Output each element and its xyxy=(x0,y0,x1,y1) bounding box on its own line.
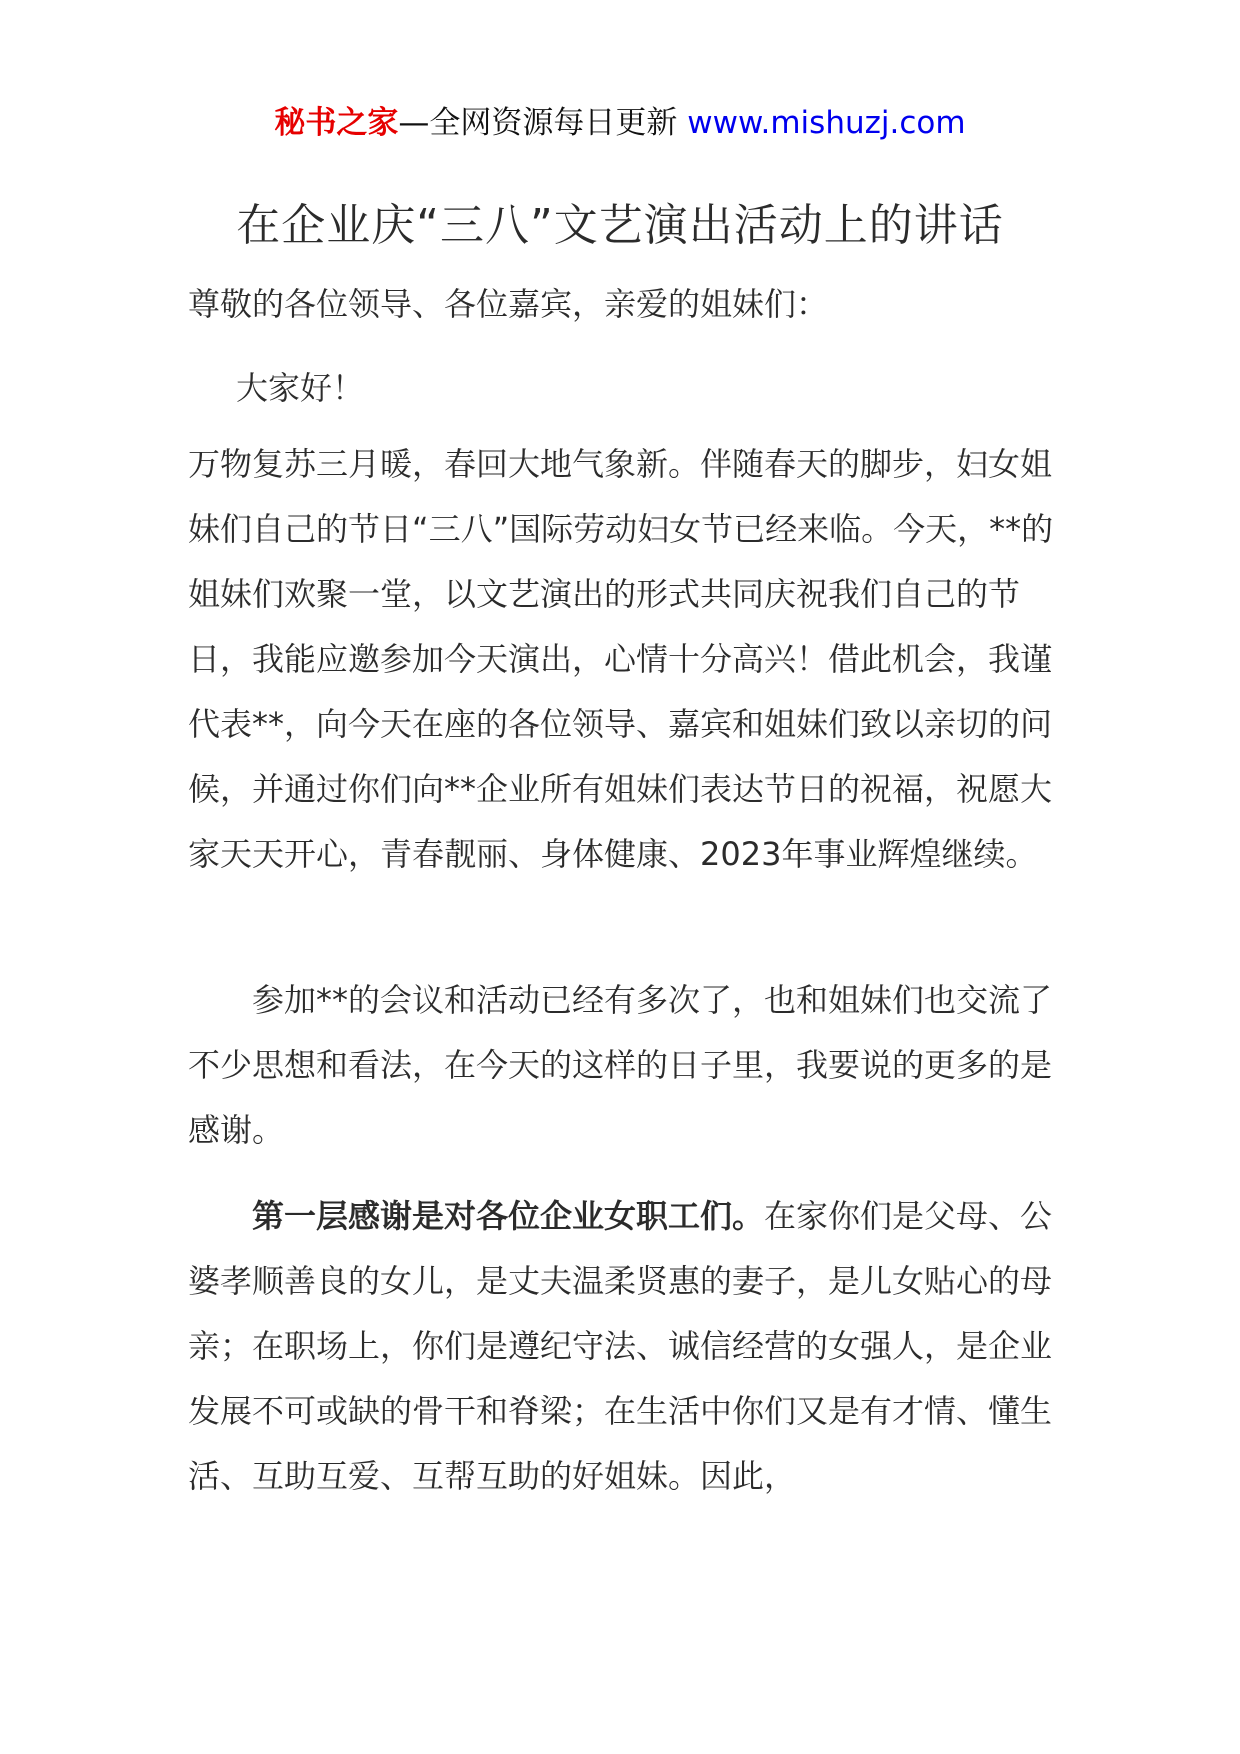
greeting xyxy=(188,356,1064,421)
paragraph-1 xyxy=(188,432,1064,887)
salutation-text: 尊敬的各位领导、各位嘉宾，亲爱的姐妹们： xyxy=(188,285,829,323)
site-url-link[interactable]: www.mishuzj.com xyxy=(687,105,966,141)
site-header xyxy=(0,100,1240,146)
paragraph-1-text: 万物复苏三月暖，春回大地气象新。伴随春天的脚步，妇女姐妹们自己的节日“三八”国际劳动妇女节已经来临。今天，**的姐妹们欢聚一堂，以文艺演出的形式共同庆祝我们自己的节日，我能应邀参加今天演出，心情十分高兴！借此机会，我谨代表**，向今天在座的各位领导、嘉宾和姐妹们致以亲切的问候，并通过你们向**企业所有姐妹们表达节日的祝福，祝愿大家天天开心，青春靓丽、身体健康、2023年事业辉煌继续。 xyxy=(188,445,1054,873)
document-title: 在企业庆“三八”文艺演出活动上的讲话 xyxy=(236,200,1004,251)
brand-name: 秘书之家 xyxy=(274,105,399,141)
salutation xyxy=(188,272,1064,337)
greeting-text: 大家好！ xyxy=(236,369,365,407)
paragraph-3-text xyxy=(188,1184,1064,1509)
paragraph-2 xyxy=(188,968,1064,1163)
paragraph-3-body: 在家你们是父母、公婆孝顺善良的女儿，是丈夫温柔贤惠的妻子，是儿女贴心的母亲；在职场上，你们是遵纪守法、诚信经营的女强人，是企业发展不可或缺的骨干和脊梁；在生活中你们又是有才情、懂生活、互助互爱、互帮互助的好姐妹。因此， xyxy=(188,1197,1053,1495)
paragraph-2-text: 参加**的会议和活动已经有多次了，也和姐妹们也交流了不少思想和看法，在今天的这样的日子里，我要说的更多的是感谢。 xyxy=(188,981,1053,1149)
paragraph-3 xyxy=(188,1184,1064,1509)
header-tagline: —全网资源每日更新 xyxy=(398,105,688,141)
paragraph-3-lead: 第一层感谢是对各位企业女职工们。 xyxy=(252,1197,765,1235)
